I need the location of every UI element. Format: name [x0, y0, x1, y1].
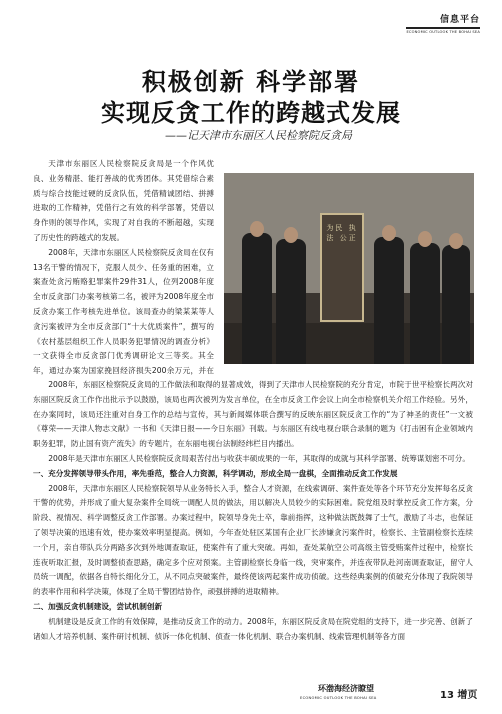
- section-heading-1: 一、充分发挥领导带头作用，率先垂范，整合人力资源，科学调动，形成全局一盘棋，全面推动反贪工作发展: [33, 468, 398, 478]
- footer-journal: 环渤海经济瞭望: [318, 684, 374, 693]
- paragraph-mechanism: 机制建设是反贪工作的有效保障，是推动反贪工作的动力。2008年，东丽区院反贪局在院党组的支持下，进一步完善、创新了诸如人才培养机制、案件研讨机制、侦诉一体化机制、侦查一体化机制、联合办案机制、线索管理机制等各方面: [33, 616, 473, 641]
- body-text: [33, 378, 473, 644]
- article-byline: ——记天津市东丽区人民检察院反贪局: [165, 129, 352, 142]
- paragraph-recognition: 2008年，东丽区检察院反贪局的工作做法和取得的显著成效，得到了天津市人民检察院的充分肯定，市院于世平检察长两次对东丽区院反贪工作作出批示予以鼓励，该局也两次被列为发言单位，在全市反贪工作会议上向全市检察机关介绍工作经验。另外，在办案同时，该局还注重对自身工作的总结与宣传，其与新闻媒体联合撰写的反映东丽区院反贪工作的“为了神圣的责任”一文被《尊荣——天津人物志文献》一书和《天津日报——今日东丽》刊载。与东丽区有线电视台联合录制的题为《打击困有企业领域内职务犯罪，防止国有资产流失》的专题片，在东丽电视台法制经纬栏目内播出。: [33, 380, 473, 449]
- paragraph-intro: 天津市东丽区人民检察院反贪局是一个作风优良、业务精湛、能打善战的优秀团体。其凭借综合素质与综合技能过硬的反贪队伍，凭借精诚团结、拼搏进取的工作精神，凭借行之有效的科学部署，凭借以身作则的领导作风，实现了对自我的不断超越，实现了历史性的跨越式的发展。: [33, 159, 214, 242]
- magazine-section: 信息平台: [439, 15, 480, 25]
- article-title-line2: 实现反贪工作的跨越式发展: [101, 98, 401, 127]
- intro-column: [33, 157, 214, 379]
- team-photo: [224, 173, 474, 364]
- paragraph-leadership: 2008年，天津市东丽区人民检察院领导从业务特长入手，整合人才资源，在线索调研、案件查处等各个环节充分发挥每名反贪干警的优势，并形成了重大复杂案件全局统一调配人员的做法，用以解决人员较少的实际困难。院党组及时掌控反贪工作方案，分阶段、视情况、科学调整反贪工作部署。办案过程中，院领导身先士卒，靠前指挥，这种做法既鼓舞了士气，激励了斗志，也保证了领导决策的迅速有效，使办案效率明显提高。例如，今年查处驻区某国有企业厂长涉嫌贪污案件时，检察长、主管副检察长连续一个月，亲自带队兵分两路多次到外地调查取证，使案件有了重大突破。再如，查处某航空公司高级主管受贿案件过程中，检察长连夜听取汇报，及时调整侦查思路，确定多个应对预案。主管副检察长身临一线，突审案件，并连夜带队赴河南调查取证，留守人员统一调配，依据各自特长细化分工，从不同点突破案件，最终使该两起案件成功侦破。这些经典案例的侦破充分体现了我院领导的表率作用和科学决策，体现了全局干警团结协作，顽强拼搏的进取精神。: [33, 483, 473, 597]
- footer-journal-en: ECONOMIC OUTLOOK THE BOHAI SEA: [300, 696, 377, 700]
- section-heading-2: 二、加强反贪机制建设，尝试机制创新: [33, 601, 163, 611]
- page-number: 13 增页: [440, 690, 478, 701]
- magazine-subtitle: ECONOMIC OUTLOOK THE BOHAI SEA: [406, 27, 480, 34]
- article-title-line1: 积极创新 科学部署: [141, 67, 361, 96]
- award-banner: 为民 执法 公正: [320, 213, 364, 322]
- masthead: [406, 12, 480, 34]
- paragraph-2008-results: 2008年，天津市东丽区人民检察院反贪局在仅有13名干警的情况下，克服人员少、任务重的困难，立案查处贪污贿赂犯罪案件29件31人，位列2008年度全市反贪部门办案考核第二名，被评为2008年度全市反贪办案工作考核先进单位。该局查办的梁某某等人贪污案被评为全市反贪部门“十大优质案件”，撰写的《农村基层组织工作人员职务犯罪情况的调查分析》一文获得全市反贪部门优秀调研论文三等奖。其全年，通过办案为国家挽回经济损失200余万元，并在: [33, 247, 214, 376]
- paragraph-summary: 2008年是天津市东丽区人民检察院反贪局艰苦付出与收获丰硕成果的一年，其取得的成就与其科学部署、统筹谋划密不可分。: [48, 453, 470, 463]
